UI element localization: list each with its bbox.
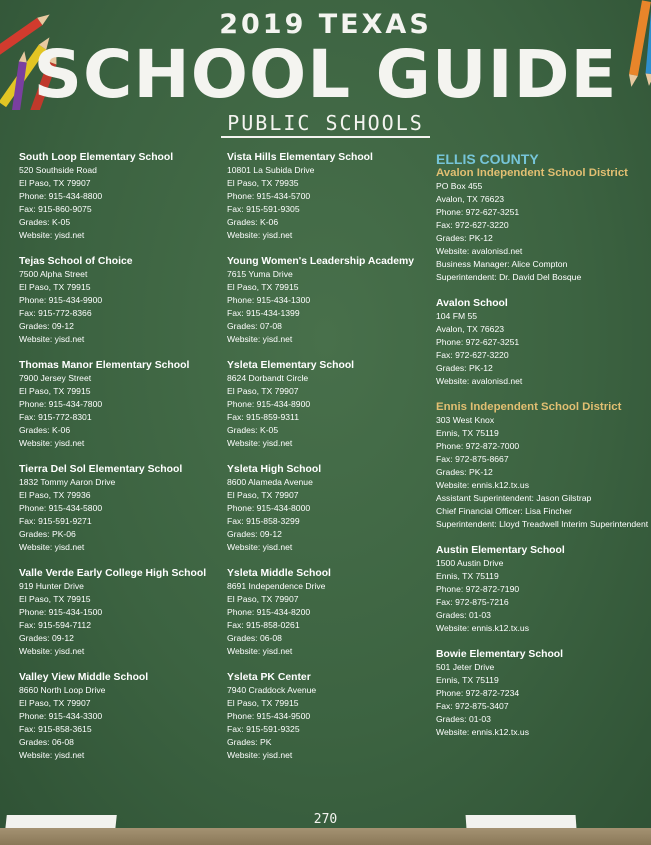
entry-detail-line: Website: yisd.net (227, 646, 293, 656)
entry-detail-line: El Paso, TX 79915 (19, 594, 91, 604)
entry-detail-line: El Paso, TX 79907 (227, 490, 299, 500)
entry-detail-line: Grades: PK (227, 737, 272, 747)
entry-detail-line: Avalon, TX 76623 (436, 324, 505, 334)
entry-detail-line: El Paso, TX 79935 (227, 178, 299, 188)
entry-detail-line: 7615 Yuma Drive (227, 269, 293, 279)
entry-detail-line: Website: yisd.net (227, 542, 293, 552)
entry-detail-line: El Paso, TX 79907 (19, 698, 91, 708)
entry-detail-line: Website: yisd.net (227, 334, 293, 344)
entry-detail-line: Phone: 972-872-7000 (436, 441, 520, 451)
entry-detail-line: Fax: 915-858-3299 (227, 516, 300, 526)
school-name: Avalon School (436, 298, 508, 309)
entry-detail-line: Fax: 972-875-7216 (436, 597, 509, 607)
entry-detail-line: 501 Jeter Drive (436, 662, 495, 672)
county-heading: ELLIS COUNTY (436, 151, 539, 167)
entry-detail-line: Grades: K-06 (227, 217, 279, 227)
entry-detail-line: Fax: 915-858-0261 (227, 620, 300, 630)
entry-detail-line: El Paso, TX 79907 (227, 386, 299, 396)
entry-detail-line: Fax: 972-627-3220 (436, 220, 509, 230)
entry-detail-line: Business Manager: Alice Compton (436, 259, 568, 269)
entry-detail-line: Phone: 915-434-9900 (19, 295, 103, 305)
entry-detail-line: Phone: 915-434-1300 (227, 295, 311, 305)
district-name: Avalon Independent School District (436, 167, 628, 179)
entry-detail-line: El Paso, TX 79907 (19, 178, 91, 188)
entry-detail-line: Grades: 06-08 (227, 633, 282, 643)
entry-detail-line: 8660 North Loop Drive (19, 685, 106, 695)
entry-detail-line: El Paso, TX 79915 (19, 282, 91, 292)
entry-detail-line: 1500 Austin Drive (436, 558, 504, 568)
entry-detail-line: Phone: 915-434-8800 (19, 191, 103, 201)
school-name: Tejas School of Choice (19, 256, 133, 267)
school-column-1 (19, 151, 224, 775)
entry-detail-line: Grades: 09-12 (227, 529, 282, 539)
entry-detail-line: Fax: 972-875-3407 (436, 701, 509, 711)
school-entry (19, 567, 224, 658)
school-name: Ysleta High School (227, 464, 322, 475)
entry-detail-line: El Paso, TX 79936 (19, 490, 91, 500)
entry-detail-line: Grades: K-06 (19, 425, 71, 435)
entry-detail-line: Phone: 972-627-3251 (436, 207, 520, 217)
school-name: Valle Verde Early College High School (19, 568, 207, 579)
entry-detail-line: 8600 Alameda Avenue (227, 477, 313, 487)
entry-detail-line: Website: yisd.net (19, 334, 85, 344)
school-entry (436, 544, 648, 635)
entry-detail-line: Grades: 06-08 (19, 737, 74, 747)
page-header (0, 8, 651, 138)
entry-detail-line: 8624 Dorbandt Circle (227, 373, 309, 383)
school-name: Ysleta Elementary School (227, 360, 355, 371)
school-entry (227, 567, 432, 658)
entry-detail-line: El Paso, TX 79915 (19, 386, 91, 396)
school-entry (227, 463, 432, 554)
school-entry (19, 255, 224, 346)
entry-detail-line: Website: yisd.net (19, 438, 85, 448)
school-entry (227, 671, 432, 762)
entry-detail-line: Phone: 915-434-1500 (19, 607, 103, 617)
school-entry (19, 671, 224, 762)
school-name: Vista Hills Elementary School (227, 152, 373, 163)
entry-detail-line: Website: yisd.net (19, 542, 85, 552)
entry-detail-line: Grades: 01-03 (436, 610, 491, 620)
entry-detail-line: Phone: 915-434-8000 (227, 503, 311, 513)
entry-detail-line: 7900 Jersey Street (19, 373, 92, 383)
entry-detail-line: Ennis, TX 75119 (436, 428, 499, 438)
entry-detail-line: Phone: 915-434-5800 (19, 503, 103, 513)
entry-detail-line: 1832 Tommy Aaron Drive (19, 477, 116, 487)
entry-detail-line: 104 FM 55 (436, 311, 478, 321)
entry-detail-line: Phone: 915-434-7800 (19, 399, 103, 409)
entry-detail-line: Grades: 07-08 (227, 321, 282, 331)
section-subtitle: PUBLIC SCHOOLS (221, 112, 430, 138)
entry-detail-line: Fax: 915-591-9271 (19, 516, 92, 526)
entry-detail-line: 7500 Alpha Street (19, 269, 88, 279)
entry-detail-line: Phone: 915-434-3300 (19, 711, 103, 721)
school-name: South Loop Elementary School (19, 152, 174, 163)
school-entry (19, 463, 224, 554)
chalkboard-ledge (0, 828, 651, 845)
entry-detail-line: Superintendent: Dr. David Del Bosque (436, 272, 582, 282)
entry-detail-line: Website: yisd.net (19, 230, 85, 240)
entry-detail-line: Ennis, TX 75119 (436, 571, 499, 581)
entry-detail-line: Website: ennis.k12.tx.us (436, 480, 529, 490)
school-name: Tierra Del Sol Elementary School (19, 464, 183, 475)
district-name: Ennis Independent School District (436, 401, 622, 413)
entry-detail-line: Grades: 01-03 (436, 714, 491, 724)
entry-detail-line: 10801 La Subida Drive (227, 165, 315, 175)
school-column-2 (227, 151, 432, 775)
district-entry (436, 401, 648, 531)
entry-detail-line: Grades: PK-12 (436, 233, 493, 243)
entry-detail-line: Phone: 915-434-5700 (227, 191, 311, 201)
entry-detail-line: Website: avalonisd.net (436, 376, 523, 386)
school-entry (227, 359, 432, 450)
entry-detail-line: Phone: 915-434-8900 (227, 399, 311, 409)
entry-detail-line: 7940 Craddock Avenue (227, 685, 317, 695)
entry-detail-line: El Paso, TX 79915 (227, 698, 299, 708)
school-entry (227, 151, 432, 242)
entry-detail-line: Grades: 09-12 (19, 633, 74, 643)
entry-detail-line: Website: avalonisd.net (436, 246, 523, 256)
entry-detail-line: Phone: 972-627-3251 (436, 337, 520, 347)
school-name: Ysleta PK Center (227, 672, 311, 683)
entry-detail-line: Website: yisd.net (227, 438, 293, 448)
entry-detail-line: Phone: 915-434-9500 (227, 711, 311, 721)
entry-detail-line: Website: ennis.k12.tx.us (436, 727, 529, 737)
entry-detail-line: Website: yisd.net (19, 646, 85, 656)
entry-detail-line: Fax: 915-860-9075 (19, 204, 92, 214)
main-title: SCHOOL GUIDE (33, 36, 618, 113)
entry-detail-line: Grades: 09-12 (19, 321, 74, 331)
entry-detail-line: Fax: 915-434-1399 (227, 308, 300, 318)
school-entry (436, 297, 648, 388)
entry-detail-line: Phone: 972-872-7234 (436, 688, 520, 698)
entry-detail-line: Fax: 915-859-9311 (227, 412, 299, 422)
entry-detail-line: PO Box 455 (436, 181, 483, 191)
entry-detail-line: Phone: 915-434-8200 (227, 607, 311, 617)
entry-detail-line: Website: yisd.net (227, 230, 293, 240)
entry-detail-line: Ennis, TX 75119 (436, 675, 499, 685)
entry-detail-line: Fax: 915-772-8366 (19, 308, 92, 318)
entry-detail-line: 919 Hunter Drive (19, 581, 84, 591)
entry-detail-line: Chief Financial Officer: Lisa Fincher (436, 506, 572, 516)
school-name: Bowie Elementary School (436, 649, 564, 660)
entry-detail-line: Website: yisd.net (227, 750, 293, 760)
entry-detail-line: Fax: 915-772-8301 (19, 412, 92, 422)
entry-detail-line: Grades: PK-06 (19, 529, 76, 539)
entry-detail-line: Avalon, TX 76623 (436, 194, 505, 204)
school-name: Ysleta Middle School (227, 568, 331, 579)
entry-detail-line: Phone: 972-872-7190 (436, 584, 520, 594)
school-entry (436, 648, 648, 739)
year-title: 2019 TEXAS (219, 9, 432, 40)
entry-detail-line: El Paso, TX 79915 (227, 282, 299, 292)
entry-detail-line: Grades: K-05 (227, 425, 279, 435)
entry-detail-line: Fax: 915-591-9325 (227, 724, 300, 734)
entry-detail-line: Grades: PK-12 (436, 363, 493, 373)
school-entry (19, 359, 224, 450)
school-name: Valley View Middle School (19, 672, 149, 683)
entry-detail-line: Fax: 915-858-3615 (19, 724, 92, 734)
entry-detail-line: Website: ennis.k12.tx.us (436, 623, 529, 633)
school-entry (19, 151, 224, 242)
entry-detail-line: Fax: 915-594-7112 (19, 620, 91, 630)
entry-detail-line: Fax: 972-627-3220 (436, 350, 509, 360)
entry-detail-line: 8691 Independence Drive (227, 581, 326, 591)
school-name: Young Women's Leadership Academy (227, 256, 415, 267)
entry-detail-line: Grades: PK-12 (436, 467, 493, 477)
school-name: Thomas Manor Elementary School (19, 360, 190, 371)
page-number: 270 (313, 812, 338, 827)
entry-detail-line: 520 Southside Road (19, 165, 97, 175)
district-entry (436, 167, 648, 284)
school-entry (227, 255, 432, 346)
entry-detail-line: Grades: K-05 (19, 217, 71, 227)
entry-detail-line: El Paso, TX 79907 (227, 594, 299, 604)
school-name: Austin Elementary School (436, 545, 565, 556)
school-column-3 (436, 151, 648, 752)
entry-detail-line: Fax: 972-875-8667 (436, 454, 509, 464)
entry-detail-line: Superintendent: Lloyd Treadwell Interim Superintendent (436, 519, 649, 529)
entry-detail-line: Website: yisd.net (19, 750, 85, 760)
entry-detail-line: Fax: 915-591-9305 (227, 204, 300, 214)
entry-detail-line: 303 West Knox (436, 415, 495, 425)
entry-detail-line: Assistant Superintendent: Jason Gilstrap (436, 493, 592, 503)
